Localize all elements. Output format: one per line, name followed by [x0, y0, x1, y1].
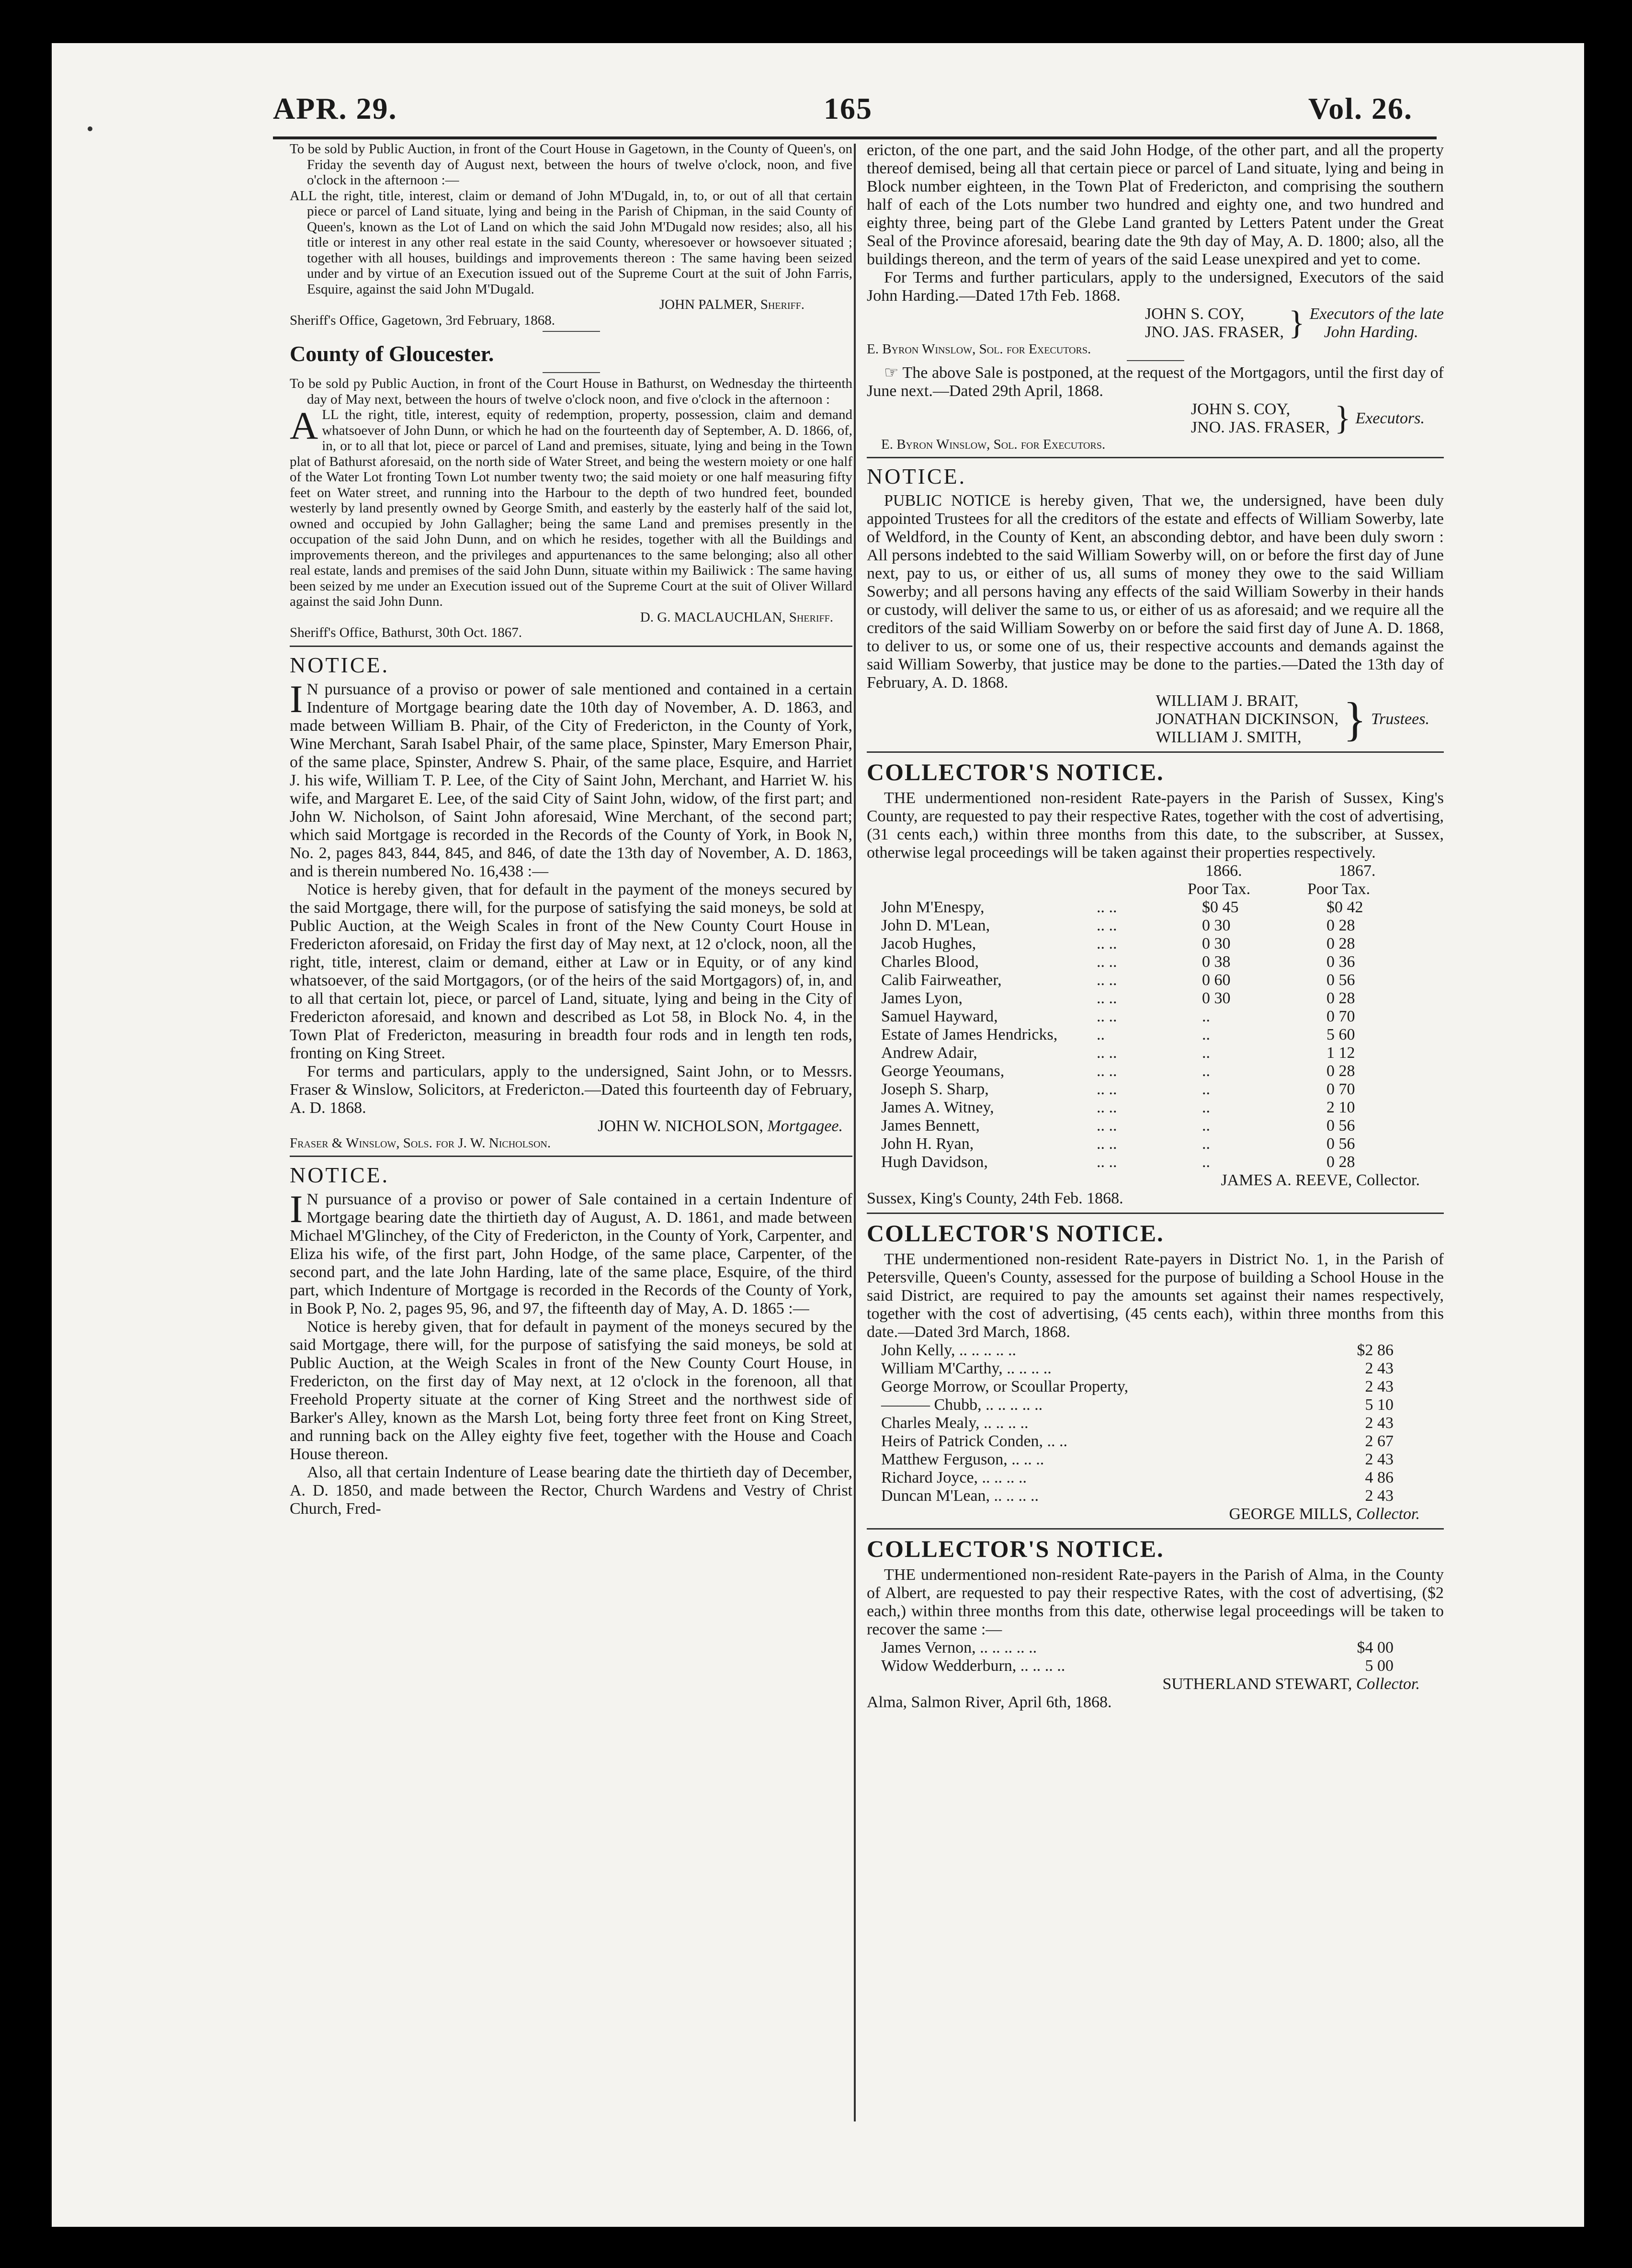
leader-dots: .. ..	[1097, 1117, 1117, 1134]
notice3-heading: NOTICE.	[867, 464, 967, 488]
collector-notice-petersville	[867, 1219, 1444, 1523]
amount: 4 86	[1365, 1469, 1394, 1486]
tax-1867: $0 42	[1326, 898, 1363, 916]
right-column	[867, 141, 1444, 1712]
leader-dots: .. ..	[1097, 1008, 1117, 1025]
leader-dots: .. ..	[1097, 1062, 1117, 1080]
table-row	[867, 898, 1444, 917]
ratepayer-name: James Bennett,	[881, 1117, 980, 1134]
leader-dots: .. ..	[1097, 1153, 1117, 1171]
tax-1866: 0 30	[1202, 989, 1231, 1007]
collector-notice-alma	[867, 1534, 1444, 1712]
collector2-role: Collector.	[1356, 1505, 1420, 1523]
tax-1866: ..	[1202, 1062, 1210, 1080]
tax-1867: 2 10	[1326, 1099, 1355, 1116]
ratepayer-name: Richard Joyce, .. .. .. ..	[881, 1469, 1027, 1486]
amount: 2 43	[1365, 1378, 1394, 1395]
postponed-signatures	[867, 400, 1444, 437]
tax-1867: 1 12	[1326, 1044, 1355, 1062]
tax-1866: ..	[1202, 1026, 1210, 1043]
table-row	[867, 1414, 1444, 1432]
collector1-body: THE undermentioned non-resident Rate-payers in the Parish of Sussex, King's County, are requested to pay their respective Rates, together with the cost of advertising, (31 cents each,) within three months from this date, to the subscriber, at Sussex, otherwise legal proceedings will be taken against their properties respectively.	[867, 789, 1444, 862]
year-1866: 1866.	[1205, 862, 1242, 880]
column-rule	[854, 144, 856, 2121]
tax-1867: 0 28	[1326, 989, 1355, 1007]
notice2-body: N pursuance of a proviso or power of Sale contained in a certain Indenture of Mortgage bearing date the thirtieth day of August, A. D. 1861, and made between Michael M'Glinchey, of the City of Fredericton, in the County of York, Carpenter, and Eliza his wife, of the first part, John Hodge, of the same place, Carpenter, of the second part, and the late John Harding, late of the same place, Esquire, of the third part, which Indenture of Mortgage is recorded in the Records of the County of York, in Book P, No. 2, pages 95, 96, and 97, the fifteenth day of May, A. D. 1865 :—	[290, 1191, 852, 1317]
table-row	[867, 917, 1444, 935]
ratepayer-name: George Yeoumans,	[881, 1062, 1005, 1080]
section-rule	[867, 751, 1444, 753]
trustee-role: Trustees.	[1371, 710, 1429, 728]
header-rule	[273, 136, 1437, 139]
leader-dots: .. ..	[1097, 898, 1117, 916]
table-row	[867, 1487, 1444, 1505]
ratepayer-name: John M'Enespy,	[881, 898, 985, 916]
ratepayer-name: James Lyon,	[881, 989, 963, 1007]
ratepayer-name: George Morrow, or Scoullar Property,	[881, 1378, 1129, 1395]
collector1-signer: JAMES A. REEVE, Collector.	[1221, 1171, 1420, 1189]
leader-dots: .. ..	[1097, 917, 1117, 934]
amount: $4 00	[1357, 1639, 1394, 1656]
leader-dots: .. ..	[1097, 1080, 1117, 1098]
executor-role-2: John Harding.	[1324, 323, 1418, 341]
gloucester-office: Sheriff's Office, Bathurst, 30th Oct. 1867.	[290, 625, 522, 640]
executor-role-1: Executors of the late	[1309, 305, 1444, 323]
section-rule	[867, 1213, 1444, 1214]
collector3-heading: COLLECTOR'S NOTICE.	[867, 1535, 1164, 1562]
notice1-body: N pursuance of a proviso or power of sale mentioned and contained in a certain Indenture of Mortgage bearing date the 10th day of November, A. D. 1863, and made between William B. Phair, of the City of Fredericton, in the County of York, Wine Merchant, Sarah Isabel Phair, of the same place, Spinster, Mary Emerson Phair, of the same place, Spinster, Andrew S. Phair, of the same place, Esquire, and Harriet J. his wife, William T. P. Lee, of the City of Saint John, Merchant, and Harriet W. his wife, and Margaret E. Lee, of the said City of Saint John, widow, of the first part; and John W. Nicholson, of Saint John aforesaid, Wine Merchant, of the second part; which said Mortgage is recorded in the Records of the County of York, in Book N, No. 2, pages 843, 844, 845, and 846, of date the 13th day of November, A. D. 1863, and is therein numbered No. 16,438 :—	[290, 680, 852, 880]
table-row	[867, 1026, 1444, 1044]
section-rule	[867, 1528, 1444, 1530]
gloucester-body: LL the right, title, interest, equity of redemption, property, possession, claim and demand whatsoever of John Dunn, or which he had on the fourteenth day of September, A. D. 1866, of, in, or to all that lot, piece or parcel of Land and premises, situate, lying and being in the Town plat of Bathurst aforesaid, on the north side of Water Street, and being the western moiety or one half of the Water Lot fronting Town Lot number twenty two; the said moiety or one half measuring fifty feet on Water street, and running into the Harbour to the depth of two hundred feet, bounded westerly by land presently owned by George Smith, and easterly by the easterly half of the said lot, owned and occupied by John Gallagher; being the same Land and premises presently in the occupation of the said John Dunn, and on which he resides, together with all the Buildings and improvements thereon, and the privileges and appurtenances to the same belonging; also all other real estate, lands and premises of the said John Dunn, situate within my Bailiwick : The same having been seized by me under an Execution issued out of the Supreme Court at the suit of Oliver Willard against the said John Dunn.	[290, 407, 852, 609]
tax-1867: 0 56	[1326, 1135, 1355, 1153]
tax-1867: 0 28	[1326, 1153, 1355, 1171]
tax-1867: 0 56	[1326, 1117, 1355, 1134]
amount: $2 86	[1357, 1341, 1394, 1359]
collector-notice-sussex	[867, 758, 1444, 1208]
ratepayer-name: Jacob Hughes,	[881, 935, 976, 953]
table-row	[867, 971, 1444, 989]
mortgage-notice-phair	[290, 652, 852, 1151]
sale1-office: Sheriff's Office, Gagetown, 3rd February, 1868.	[290, 312, 555, 328]
dropcap: I	[290, 1187, 303, 1231]
ratepayer-name: Widow Wedderburn, .. .. .. ..	[881, 1657, 1065, 1675]
ratepayer-name: Estate of James Hendricks,	[881, 1026, 1058, 1043]
leader-dots: .. ..	[1097, 971, 1117, 989]
tax-1867: 0 28	[1326, 1062, 1355, 1080]
continued-text: ericton, of the one part, and the said John Hodge, of the other part, and all the property thereof demised, being all that certain piece or parcel of Land situate, lying and being in Block number eighteen, in the Town Plat of Fredericton, and comprising the southern half of each of the Lots number two hundred and eighty one, and two hundred and eighty three, being part of the Glebe Land granted by Letters Patent under the Great Seal of the Province aforesaid, bearing date the 9th day of May, A. D. 1800; also, all the buildings thereon, and the term of years of the said Lease unexpired and yet to come.	[867, 141, 1444, 268]
notice2-para3: Also, all that certain Indenture of Lease bearing date the thirtieth day of December, A. D. 1850, and made between the Rector, Church Wardens and Vestry of Christ Church, Fred-	[290, 1463, 852, 1518]
ratepayer-name: Calib Fairweather,	[881, 971, 1002, 989]
tax-1866: 0 60	[1202, 971, 1231, 989]
table-row	[867, 1099, 1444, 1117]
amount: 5 10	[1365, 1396, 1394, 1414]
brace-glyph: }	[1288, 305, 1305, 341]
table-row	[867, 1451, 1444, 1469]
table-row	[867, 953, 1444, 971]
table-row	[867, 1657, 1444, 1675]
tax-1867: 0 28	[1326, 917, 1355, 934]
table-row	[867, 1469, 1444, 1487]
ratepayer-name: John Kelly, .. .. .. .. ..	[881, 1341, 1017, 1359]
tax-1867: 0 56	[1326, 971, 1355, 989]
table-row	[867, 1639, 1444, 1657]
ratepayer-name: Charles Mealy, .. .. .. ..	[881, 1414, 1029, 1432]
table-row	[867, 1378, 1444, 1396]
postponed-sols: E. Byron Winslow, Sol. for Executors.	[881, 436, 1106, 452]
collector2-heading: COLLECTOR'S NOTICE.	[867, 1220, 1164, 1247]
trustee-3: WILLIAM J. SMITH,	[1156, 728, 1302, 746]
tax-1866: ..	[1202, 1044, 1210, 1062]
collector2-table	[867, 1341, 1444, 1505]
tax-1866: ..	[1202, 1117, 1210, 1134]
poor-tax-1866: Poor Tax.	[1188, 880, 1251, 898]
tax-1866: ..	[1202, 1008, 1210, 1025]
leader-dots: .. ..	[1097, 935, 1117, 953]
sale1-body: ALL the right, title, interest, claim or demand of John M'Dugald, in, to, or out of all that certain piece or parcel of Land situate, lying and being in the Parish of Chipman, in the said County of Queen's, known as the Lot of Land on which the said John M'Dugald now resides; also, all his title or interest in any other real estate in the said County, wheresoever or howsoever situated ; together with all houses, buildings and improvements thereon : The same having been seized under and by virtue of an Execution issued out of the Supreme Court at the suit of John Farris, Esquire, against the said John M'Dugald.	[290, 188, 852, 297]
trustee-notice	[867, 463, 1444, 747]
executor-signatures	[867, 305, 1444, 341]
table-row	[867, 989, 1444, 1008]
tax-1866: 0 30	[1202, 935, 1231, 953]
tax-1866: 0 38	[1202, 953, 1231, 971]
collector3-role: Collector.	[1356, 1675, 1420, 1693]
collector1-place: Sussex, King's County, 24th Feb. 1868.	[867, 1190, 1123, 1207]
header-page-number: 165	[824, 91, 873, 125]
amount: 2 43	[1365, 1451, 1394, 1468]
leader-dots: .. ..	[1097, 1135, 1117, 1153]
amount: 2 43	[1365, 1414, 1394, 1432]
header-volume: Vol. 26.	[1308, 91, 1413, 125]
executor-1: JOHN S. COY,	[1145, 305, 1245, 323]
notice1-signer: JOHN W. NICHOLSON,	[598, 1117, 763, 1135]
postponed-executor-2: JNO. JAS. FRASER,	[1190, 418, 1330, 436]
divider	[543, 372, 600, 373]
table-row	[867, 1044, 1444, 1062]
gloucester-heading: County of Gloucester.	[290, 341, 494, 366]
section-rule	[290, 646, 852, 647]
ratepayer-name: Charles Blood,	[881, 953, 979, 971]
ratepayer-name: William M'Carthy, .. .. .. ..	[881, 1360, 1052, 1377]
sale1-signer: JOHN PALMER, Sheriff.	[659, 297, 805, 312]
notice1-para3: For terms and particulars, apply to the undersigned, Saint John, or to Messrs. Fraser & Winslow, Solicitors, at Fredericton.—Dated this fourteenth day of February, A. D. 1868.	[290, 1062, 852, 1117]
trustee-signatures	[867, 692, 1444, 747]
poor-tax-1867: Poor Tax.	[1307, 880, 1371, 898]
amount: 5 00	[1365, 1657, 1394, 1675]
mortgage-notice-mglinchey	[290, 1162, 852, 1518]
table-row	[867, 1432, 1444, 1451]
tax-1867: 5 60	[1326, 1026, 1355, 1043]
leader-dots: .. ..	[1097, 989, 1117, 1007]
notice2-para2: Notice is hereby given, that for default in payment of the moneys secured by the said Mortgage, there will, for the purpose of satisfying the said moneys, be sold at Public Auction, at the Weigh Scales in front of the New County Court House, in Fredericton, on the first day of May next, at 12 o'clock in the forenoon, all that Freehold Property situate at the corner of King Street and the northwest side of Barker's Alley, known as the Marsh Lot, being forty three feet front on King Street, and running back on the Alley eighty five feet, together with the House and Coach House thereon.	[290, 1318, 852, 1463]
trustee-1: WILLIAM J. BRAIT,	[1156, 692, 1299, 710]
notice1-heading: NOTICE.	[290, 652, 390, 677]
ratepayer-name: Andrew Adair,	[881, 1044, 977, 1062]
table-row	[867, 1062, 1444, 1080]
leader-dots: .. ..	[1097, 953, 1117, 971]
table-row	[867, 935, 1444, 953]
table-row	[867, 1117, 1444, 1135]
sale1-intro: To be sold by Public Auction, in front of the Court House in Gagetown, in the County of Queen's, on Friday the seventh day of August next, between the hours of twelve o'clock, noon, and five o'clock in the afternoon :—	[290, 141, 852, 188]
ratepayer-name: John D. M'Lean,	[881, 917, 990, 934]
postponed-executor-1: JOHN S. COY,	[1190, 400, 1291, 418]
year-1867: 1867.	[1338, 862, 1376, 880]
ratepayer-name: Matthew Ferguson, .. .. ..	[881, 1451, 1044, 1468]
trustee-2: JONATHAN DICKINSON,	[1156, 710, 1339, 728]
tax-1867: 0 70	[1326, 1008, 1355, 1025]
table-row	[867, 1080, 1444, 1099]
tax-1866: ..	[1202, 1135, 1210, 1153]
collector1-heading: COLLECTOR'S NOTICE.	[867, 759, 1164, 785]
divider	[543, 331, 600, 332]
dropcap: A	[290, 404, 318, 447]
ink-speck	[88, 126, 92, 131]
table-row	[867, 1153, 1444, 1171]
left-column	[290, 141, 852, 1518]
amount: 2 67	[1365, 1432, 1394, 1450]
notice2-heading: NOTICE.	[290, 1163, 390, 1187]
notice3-body: PUBLIC NOTICE is hereby given, That we, the undersigned, have been duly appointed Trustees for all the creditors of the estate and effects of William Sowerby, late of Weldford, in the County of Kent, an absconding debtor, and have been duly sworn : All persons indebted to the said William Sowerby will, on or before the first day of June next, pay to us, or either of us, all sums of money they owe to the said William Sowerby; and all persons having any effects of the said William Sowerby in their hands or custody, will deliver the same to us, or either of us as aforesaid; and we require all the creditors of the said William Sowerby on or before the said first day of June A. D. 1868, to deliver to us, or some one of us, their respective accounts and demands against the said William Sowerby, that justice may be done to the parties.—Dated the 13th day of February, A. D. 1868.	[867, 492, 1444, 692]
collector3-signer: SUTHERLAND STEWART,	[1162, 1675, 1352, 1693]
collector1-table	[867, 898, 1444, 1171]
section-rule	[867, 457, 1444, 458]
sale-notice-bathurst	[290, 376, 852, 641]
tax-1866: ..	[1202, 1099, 1210, 1116]
executor-2: JNO. JAS. FRASER,	[1145, 323, 1284, 341]
tax-1866: ..	[1202, 1153, 1210, 1171]
ratepayer-name: Hugh Davidson,	[881, 1153, 988, 1171]
section-rule	[290, 1156, 852, 1157]
ratepayer-name: James Vernon, .. .. .. .. ..	[881, 1639, 1037, 1656]
notice1-role: Mortgagee.	[767, 1117, 843, 1135]
tax-1866: 0 30	[1202, 917, 1231, 934]
ratepayer-name: Heirs of Patrick Conden, .. ..	[881, 1432, 1068, 1450]
page-header	[273, 91, 1413, 129]
ratepayer-name: Samuel Hayward,	[881, 1008, 998, 1025]
ratepayer-name: James A. Witney,	[881, 1099, 994, 1116]
amount: 2 43	[1365, 1487, 1394, 1505]
postponed-role: Executors.	[1355, 409, 1425, 427]
collector3-table	[867, 1639, 1444, 1675]
postponed-notice: ☞ The above Sale is postponed, at the request of the Mortgagors, until the first day of June next.—Dated 29th April, 1868.	[867, 363, 1444, 400]
notice1-sols: Fraser & Winslow, Sols. for J. W. Nicholson.	[290, 1135, 551, 1151]
ratepayer-name: Duncan M'Lean, .. .. .. ..	[881, 1487, 1039, 1505]
executor-terms: For Terms and further particulars, apply to the undersigned, Executors of the said John Harding.—Dated 17th Feb. 1868.	[867, 269, 1444, 305]
tax-1866: $0 45	[1202, 898, 1239, 916]
brace-glyph: }	[1334, 399, 1351, 437]
collector2-signer: GEORGE MILLS,	[1229, 1505, 1352, 1523]
sale-notice-gagetown	[290, 141, 852, 328]
gloucester-intro: To be sold py Public Auction, in front of the Court House in Bathurst, on Wednesday the thirteenth day of May next, between the hours of twelve o'clock noon, and five o'clock in the afternoon :	[290, 376, 852, 407]
executor-sols: E. Byron Winslow, Sol. for Executors.	[867, 341, 1091, 357]
tax-1866: ..	[1202, 1080, 1210, 1098]
divider	[1127, 360, 1184, 361]
ratepayer-name: John H. Ryan,	[881, 1135, 974, 1153]
brace-glyph: }	[1343, 692, 1367, 746]
table-row	[867, 1341, 1444, 1360]
dropcap: I	[290, 677, 303, 721]
tax-1867: 0 70	[1326, 1080, 1355, 1098]
notice1-para2: Notice is hereby given, that for default in the payment of the moneys secured by the said Mortgage, there will, for the purpose of satisfying the said moneys, be sold at Public Auction, at the Weigh Scales in front of the New County Court House in Fredericton aforesaid, on Friday the first day of May next, at 12 o'clock, noon, all the right, title, interest, claim or demand, either at Law or in Equity, or of any kind whatsoever, of the said Mortgagors, (or of the heirs of the said Mortgagors) of, in, and to all that certain lot, piece, or parcel of Land, situate, lying and being in the City of Fredericton aforesaid, and known and described as Lot 58, in Block No. 4, in the Town Plat of Fredericton, measuring in breadth four rods and in length ten rods, fronting on King Street.	[290, 880, 852, 1062]
leader-dots: ..	[1097, 1026, 1105, 1043]
header-date: APR. 29.	[273, 91, 397, 125]
collector2-body: THE undermentioned non-resident Rate-payers in District No. 1, in the Parish of Petersville, Queen's County, assessed for the purpose of building a School House in the said District, are required to pay the amounts set against their names respectively, together with the cost of advertising, (45 cents each), within three months from this date.—Dated 3rd March, 1868.	[867, 1250, 1444, 1341]
tax-1867: 0 28	[1326, 935, 1355, 953]
table-row	[867, 1135, 1444, 1153]
collector3-place: Alma, Salmon River, April 6th, 1868.	[867, 1693, 1112, 1711]
ratepayer-name: Joseph S. Sharp,	[881, 1080, 989, 1098]
ratepayer-name: ——— Chubb, .. .. .. .. ..	[881, 1396, 1043, 1414]
leader-dots: .. ..	[1097, 1099, 1117, 1116]
gloucester-signer: D. G. MACLAUCHLAN, Sheriff.	[640, 609, 833, 625]
table-row	[867, 1396, 1444, 1414]
collector3-body: THE undermentioned non-resident Rate-payers in the Parish of Alma, in the County of Albert, are requested to pay their respective Rates, with the cost of advertising, ($2 each,) within three months from this date, otherwise legal proceedings will be taken to recover the same :—	[867, 1566, 1444, 1638]
tax-1867: 0 36	[1326, 953, 1355, 971]
table-row	[867, 1008, 1444, 1026]
table-row	[867, 1360, 1444, 1378]
leader-dots: .. ..	[1097, 1044, 1117, 1062]
amount: 2 43	[1365, 1360, 1394, 1377]
